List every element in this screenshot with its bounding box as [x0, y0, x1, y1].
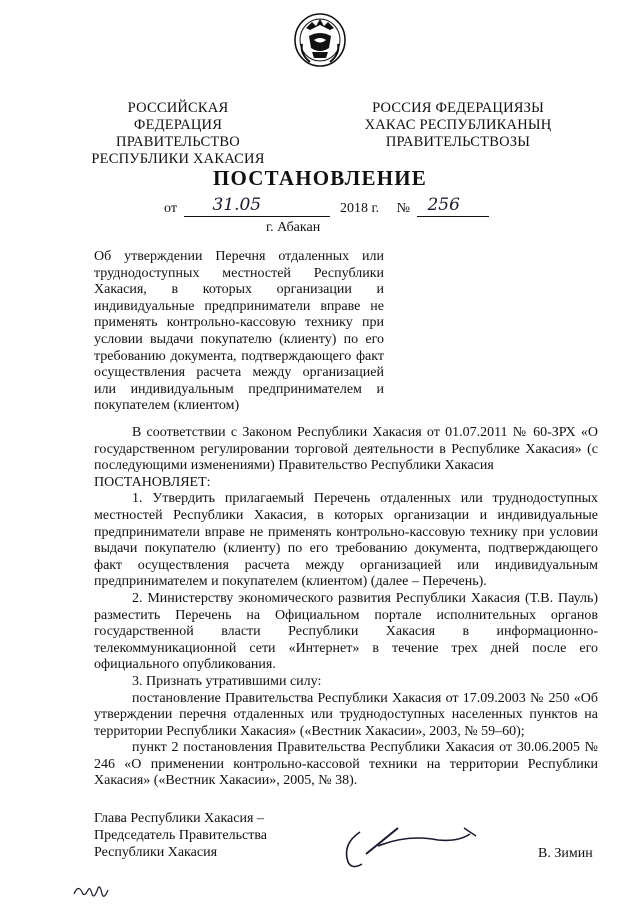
number-sign: № [396, 201, 410, 216]
number-blank [417, 195, 489, 217]
header-left [84, 100, 272, 168]
number-handwritten: 256 [427, 195, 460, 215]
coat-of-arms-icon [292, 8, 348, 70]
signatory-position-line: Республики Хакасия [94, 845, 218, 860]
header-left-line: РЕСПУБЛИКИ ХАКАСИЯ [91, 151, 265, 167]
intro-paragraph: В соответствии с Законом Республики Хакасия от 01.07.2011 № 60-ЗРХ «О государственном регулировании торговой деятельности в Республике Хакасия» (с последующими изменениями) Правительство Республики Хакасия [94, 425, 598, 474]
document-body [94, 425, 598, 790]
date-handwritten: 31.05 [212, 195, 262, 215]
signatory-position-line: Глава Республики Хакасия – [94, 811, 264, 826]
date-prefix: от [164, 201, 177, 216]
subject-title: Об утверждении Перечня отдаленных или труднодоступных местностей Республики Хакасия, в которых организации и индивидуальные предприниматели вправе не применять контрольно-кассовую технику при условии выдачи покупателю (клиенту) по его требованию документа, подтверждающего факт осуществления расчета между организацией или индивидуальным предпринимателем и покупателем (клиентом) [94, 249, 384, 414]
resolves-heading: ПОСТАНОВЛЯЕТ: [94, 474, 211, 490]
date-line [164, 195, 489, 217]
header-left-line: РОССИЙСКАЯ ФЕДЕРАЦИЯ [127, 100, 229, 133]
handwritten-signature-icon [338, 814, 488, 874]
header-right-line: РОССИЯ ФЕДЕРАЦИЯЗЫ [372, 100, 544, 116]
signatory-position-line: Председатель Правительства [94, 828, 267, 843]
handwritten-initials-icon [70, 880, 114, 902]
item-2: 2. Министерству экономического развития Республики Хакасия (Т.В. Пауль) разместить Перечень на Официальном портале исполнительных органов государственной власти Республики Хакасия в информационно-телекоммуникационной сети «Интернет» в течение трех дней после его официального опубликования. [94, 590, 598, 673]
item-3-subitem: пункт 2 постановления Правительства Республики Хакасия от 30.06.2005 № 246 «О применении контрольно-кассовой техники на территории Республики Хакасия» («Вестник Хакасии», 2005, № 38). [94, 740, 598, 789]
header-right [360, 100, 556, 151]
signatory-position [94, 810, 267, 861]
header-left-line: ПРАВИТЕЛЬСТВО [116, 134, 240, 150]
city: г. Абакан [266, 220, 321, 235]
document-title: ПОСТАНОВЛЕНИЕ [212, 166, 428, 190]
signatory-name: В. Зимин [538, 846, 593, 861]
date-blank [184, 195, 330, 217]
item-1: 1. Утвердить прилагаемый Перечень отдаленных или труднодоступных местностей Республики Хакасия, в которых организации и индивидуальные предприниматели вправе не применять контрольно-кассовую технику при условии выдачи покупателю (клиенту) по его требованию документа, подтверждающего факт осуществления расчета между организацией или индивидуальным предпринимателем и покупателем (клиентом) (далее – Перечень). [94, 491, 598, 590]
date-year: 2018 г. [339, 201, 380, 216]
header-right-line: ПРАВИТЕЛЬСТВОЗЫ [385, 134, 531, 150]
item-3: 3. Признать утратившими силу: [132, 673, 322, 689]
item-3-subitem: постановление Правительства Республики Хакасия от 17.09.2003 № 250 «Об утверждении перечня отдаленных или труднодоступных населенных пунктов на территории Республики Хакасия» («Вестник Хакасии», 2003, № 59–60); [94, 690, 598, 739]
header-right-line: ХАКАС РЕСПУБЛИКАНЫҢ [364, 117, 552, 133]
